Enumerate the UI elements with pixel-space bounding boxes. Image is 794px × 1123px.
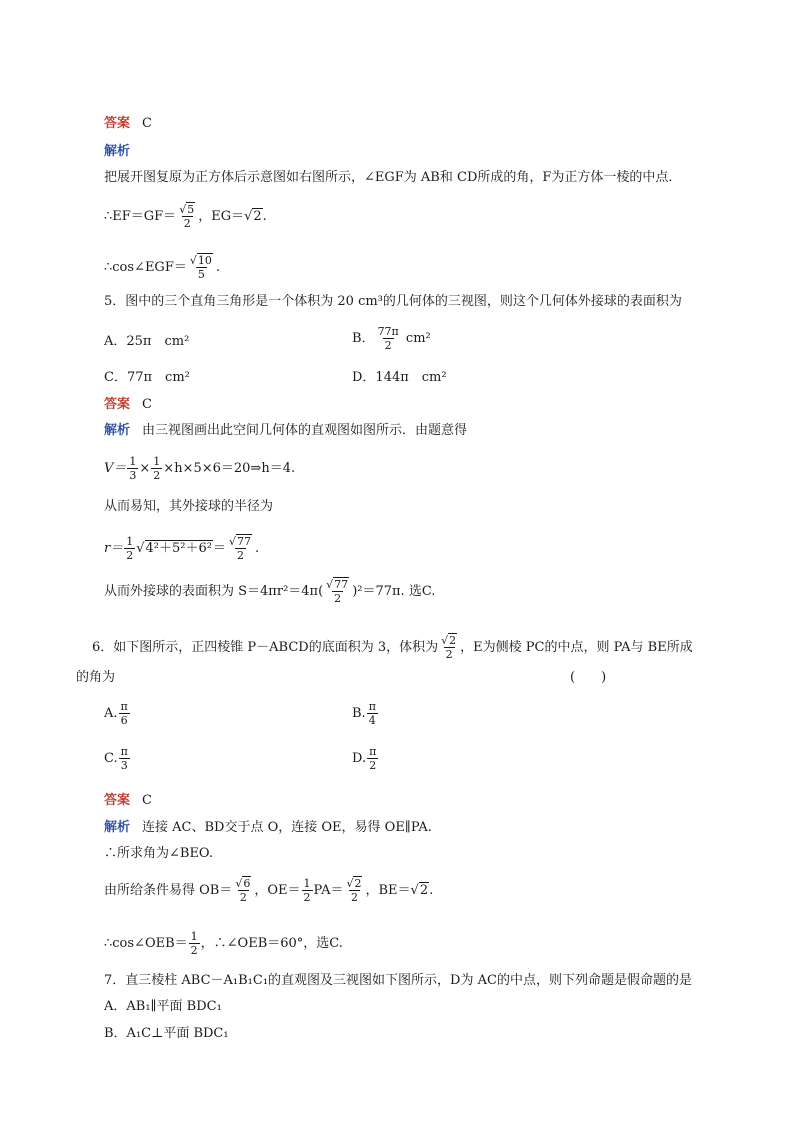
- analysis-4-line-3: ∴cos∠EGF＝ $\frac{√10}{5}$ .: [104, 254, 220, 281]
- question-5-option-d: D．144π cm²: [352, 370, 447, 385]
- analysis-5-line-4: r＝ $\frac{1}{2}$ √4²＋5²＋6²＝ $\frac{√77}{2}$ .: [104, 535, 260, 562]
- question-6-option-c: C. $\frac{\pi}{3}$: [104, 745, 128, 772]
- question-5-option-a: A．25π cm²: [104, 334, 190, 349]
- question-6-option-d: D. $\frac{\pi}{2}$: [352, 745, 377, 772]
- question-7: 7．直三棱柱 ABC－A₁B₁C₁的直观图及三视图如下图所示，D为 AC的中点，则下列命题是假命题的是: [104, 973, 692, 988]
- analysis-6-line-4: ∴cos∠OEB＝ $\frac{1}{2}$ ，∴∠OEB＝60°，选C.: [104, 930, 343, 957]
- question-7-option-a: A．AB₁∥平面 BDC₁: [104, 999, 222, 1014]
- question-6-option-a: A. $\frac{\pi}{6}$: [104, 700, 128, 727]
- fraction: $\frac{√10}{5}$: [189, 254, 212, 281]
- question-6-option-b: B. $\frac{\pi}{4}$: [352, 700, 376, 727]
- answer-6: 答案 C: [104, 793, 152, 808]
- analysis-6-line-2: ∴所求角为∠BEO.: [104, 846, 213, 861]
- answer-value: C: [142, 116, 152, 131]
- question-5-option-b: B． $\frac{77\pi}{2}$ cm²: [352, 325, 431, 352]
- question-6-line-1: 6．如下图所示，正四棱锥 P－ABCD的底面积为 3，体积为 $\frac{√2}{2}$ ，E为侧棱 PC的中点，则 PA与 BE所成: [92, 634, 693, 661]
- analysis-tag-4: 解析: [104, 144, 131, 159]
- analysis-5-line-5: 从而外接球的表面积为 S＝4πr²＝4π( $\frac{√77}{2}$ )²＝77π. 选C.: [104, 578, 436, 605]
- question-6-line-2: 的角为: [76, 670, 116, 685]
- analysis-4-line-2: ∴EF＝GF＝ $\frac{√5}{2}$ ，EG＝√2.: [104, 203, 267, 230]
- question-5-option-c: C．77π cm²: [104, 370, 190, 385]
- answer-5: 答案 C: [104, 397, 152, 412]
- analysis-4-line-1: 把展开图复原为正方体后示意图如右图所示，∠EGF为 AB和 CD所成的角，F为正方体一棱的中点．: [104, 170, 682, 185]
- analysis-5-line-1: 解析 由三视图画出此空间几何体的直观图如图所示．由题意得: [104, 423, 468, 438]
- question-7-option-b: B．A₁C⊥平面 BDC₁: [104, 1026, 229, 1041]
- answer-tag: 答案: [104, 116, 131, 131]
- answer-4: [104, 115, 152, 133]
- fraction: $\frac{√5}{2}$: [179, 203, 195, 230]
- question-5: 5．图中的三个直角三角形是一个体积为 20 cm³的几何体的三视图，则这个几何体外接球的表面积为: [104, 294, 682, 309]
- answer-blank: ( ): [570, 670, 607, 685]
- analysis-5-line-2: V＝ $\frac{1}{3}$ × $\frac{1}{2}$ ×h×5×6＝20⇒h＝4.: [104, 455, 296, 482]
- analysis-5-line-3: 从而易知，其外接球的半径为: [104, 499, 274, 514]
- analysis-6-line-1: 解析 连接 AC、BD交于点 O，连接 OE，易得 OE∥PA.: [104, 820, 432, 835]
- analysis-6-line-3: 由所给条件易得 OB＝ $\frac{√6}{2}$ ，OE＝ $\frac{1}{2}$ PA＝ $\frac{√2}{2}$ ，BE＝√2.: [104, 877, 434, 904]
